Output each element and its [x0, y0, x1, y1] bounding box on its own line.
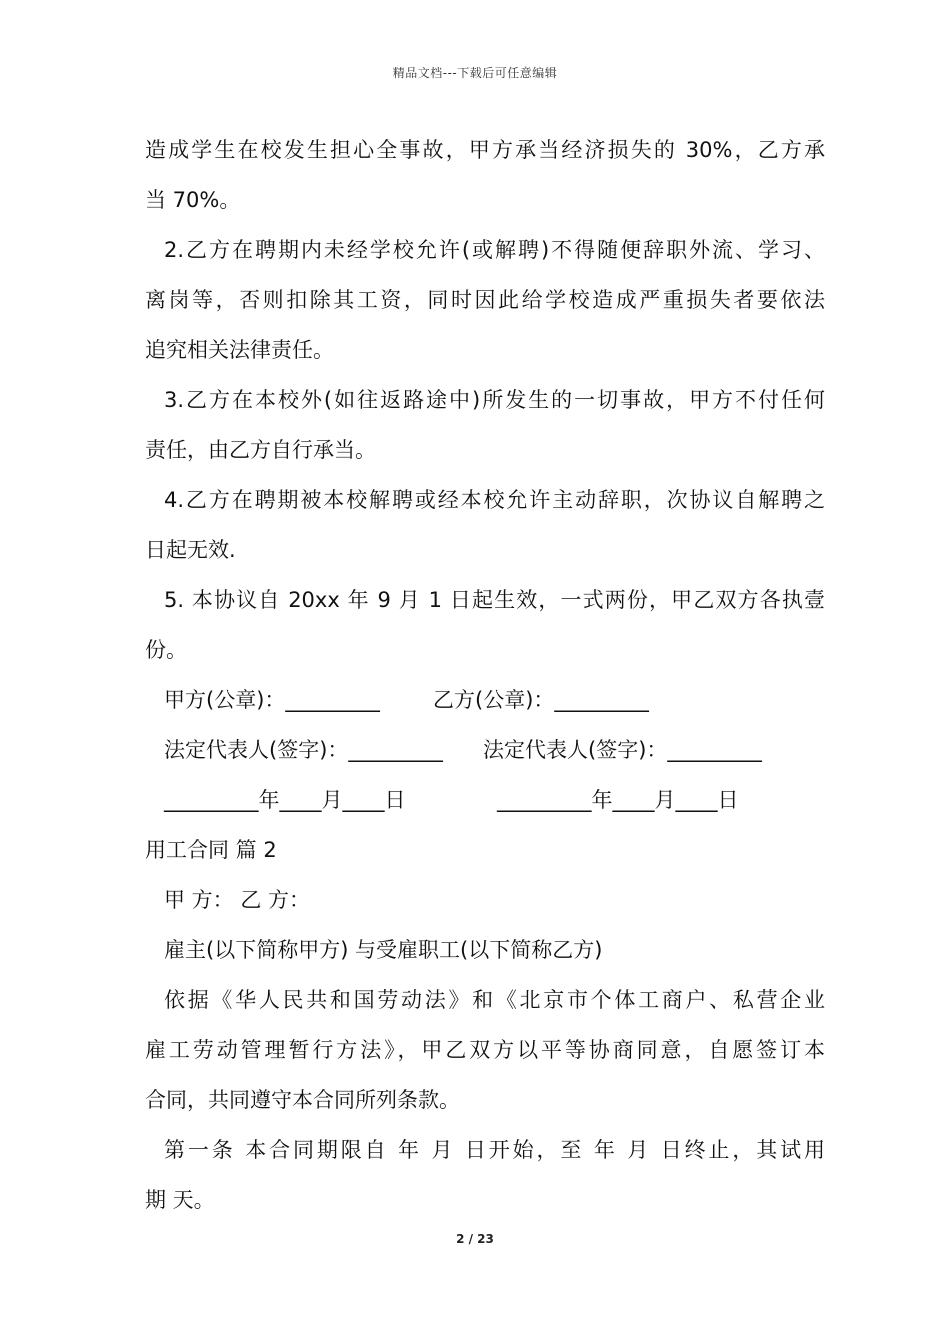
page-number: 2 / 23 [456, 1232, 494, 1246]
paragraph-line: 造成学生在校发生担心全事故，甲方承当经济损失的 30%，乙方承 [145, 138, 825, 162]
paragraph-line: 5. 本协议自 20xx 年 9 月 1 日起生效，一式两份，甲乙双方各执壹 [164, 588, 825, 612]
paragraph-line: 当 70%。 [145, 188, 241, 212]
signature-date-b: _________年____月____日 [497, 788, 739, 812]
signature-party-a: 甲方(公章)：_________ [164, 688, 380, 712]
signature-rep-b: 法定代表人(签字)：_________ [483, 738, 762, 762]
paragraph-line: 责任，由乙方自行承当。 [145, 438, 376, 462]
paragraph-line: 日起无效. [145, 538, 236, 562]
section-title: 用工合同 篇 2 [145, 838, 277, 862]
signature-party-b: 乙方(公章)：_________ [433, 688, 649, 712]
signature-date-a: _________年____月____日 [164, 788, 406, 812]
paragraph-line: 雇主(以下简称甲方) 与受雇职工(以下简称乙方) [164, 938, 603, 962]
paragraph-line: 2.乙方在聘期内未经学校允许(或解聘)不得随便辞职外流、学习、 [164, 238, 825, 262]
parties-line: 甲 方： 乙 方： [164, 888, 311, 912]
paragraph-line: 追究相关法律责任。 [145, 338, 334, 362]
paragraph-line: 合同，共同遵守本合同所列条款。 [145, 1088, 460, 1112]
signature-rep-a: 法定代表人(签字)：_________ [164, 738, 443, 762]
paragraph-line: 依据《华人民共和国劳动法》和《北京市个体工商户、私营企业 [164, 988, 825, 1012]
paragraph-line: 份。 [145, 638, 187, 662]
paragraph-line: 雇工劳动管理暂行方法》，甲乙双方以平等协商同意，自愿签订本 [145, 1038, 825, 1062]
header-note: 精品文档---下载后可任意编辑 [392, 66, 558, 80]
paragraph-line: 期 天。 [145, 1188, 215, 1212]
paragraph-line: 4.乙方在聘期被本校解聘或经本校允许主动辞职，次协议自解聘之 [164, 488, 825, 512]
paragraph-line: 离岗等，否则扣除其工资，同时因此给学校造成严重损失者要依法 [145, 288, 825, 312]
paragraph-line: 第一条 本合同期限自 年 月 日开始，至 年 月 日终止，其试用 [164, 1138, 825, 1162]
paragraph-line: 3.乙方在本校外(如往返路途中)所发生的一切事故，甲方不付任何 [164, 388, 825, 412]
